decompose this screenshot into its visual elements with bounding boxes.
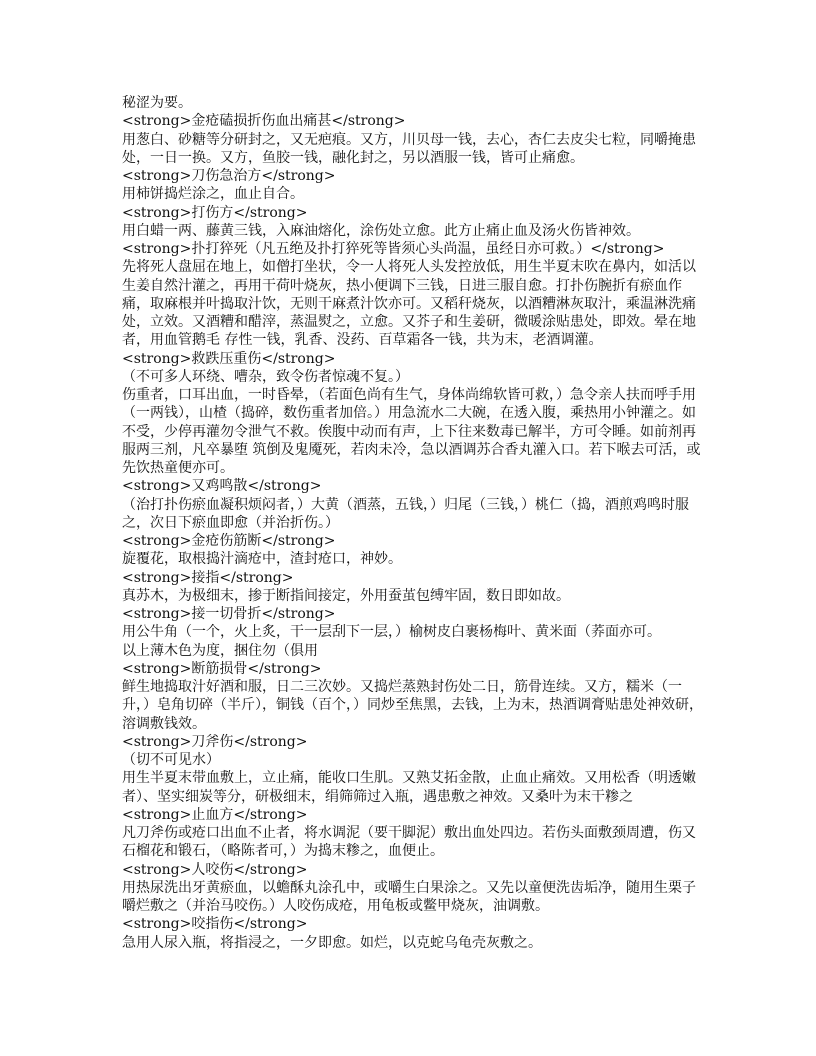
paragraph: 真苏木，为极细末，掺于断指间接定，外用蚕茧包缚牢固，数日即如故。 — [122, 587, 570, 604]
section-heading: <strong>打伤方</strong> — [122, 204, 308, 221]
paragraph: 旋覆花，取根捣汁滴疮中，渣封疮口，神妙。 — [122, 551, 402, 568]
paragraph: 用葱白、砂糖等分研封之，又无疤痕。又方，川贝母一钱，去心，杏仁去皮尖七粒，同嚼掩患处，一日一换。又方，鱼胶一钱，融化封之，另以酒服一钱，皆可止痛愈。 — [122, 131, 696, 166]
section-heading: <strong>又鸡鸣散</strong> — [122, 478, 322, 495]
paragraph: 用白蜡一两、藤黄三钱，入麻油熔化，涂伤处立愈。此方止痛止血及汤火伤皆神效。 — [122, 222, 640, 239]
paragraph: 鲜生地捣取汁好酒和服，日二三次妙。又捣烂蒸熟封伤处二日，筋骨连续。又方，糯米（一升，）皂角切碎（半斤），铜钱（百个，）同炒至焦黑，去钱，上为末，热酒调膏贴患处神效研，溶调敷钱效。 — [122, 679, 703, 732]
paragraph: 用柿饼捣烂涂之，血止自合。 — [122, 186, 304, 203]
section-heading: <strong>接一切骨折</strong> — [122, 606, 336, 622]
paragraph: （切不可见水） — [122, 752, 220, 768]
paragraph: 先将死人盘屈在地上，如僧打坐状，令一人将死人头发控放低，用生半夏末吹在鼻内，如活以生姜自然汁灌之，再用干荷叶烧灰，热小便调下三钱，日进三服自愈。打扑伤腕折有瘀血作痛，取麻根并叶捣取汁饮，无则干麻煮汁饮亦可。又稻秆烧灰，以酒糟淋灰取汁，乘温淋洗痛处，立效。又酒糟和醋滓，蒸温熨之，立愈。又芥子和生姜研，微暖涂贴患处，即效。晕在地者，用血管鹅毛 存性一钱，乳香、没药、百草霜各一钱，共为末，老酒调灌。 — [122, 259, 696, 349]
section-heading: <strong>人咬伤</strong> — [122, 861, 308, 878]
section-heading: <strong>咬指伤</strong> — [122, 916, 308, 933]
section-heading: <strong>扑打猝死（凡五绝及扑打猝死等皆须心头尚温，虽经日亦可救。）</strong> — [122, 241, 665, 257]
paragraph: 急用人尿入瓶，将指浸之，一夕即愈。如烂，以克蛇乌龟壳灰敷之。 — [122, 934, 542, 951]
section-heading: <strong>刀斧伤</strong> — [122, 733, 308, 750]
section-heading: <strong>刀伤急治方</strong> — [122, 168, 336, 184]
section-heading: <strong>金疮伤筋断</strong> — [122, 533, 336, 549]
paragraph: （不可多人环绕、嘈杂，致令伤者惊魂不复。） — [122, 368, 409, 385]
paragraph: 凡刀斧伤或疮口出血不止者，将水调泥（要干脚泥）敷出血处四边。若伤头面敷颈周遭，伤又石榴花和锻石，（略陈者可，）为捣末糁之，血便止。 — [122, 825, 696, 860]
paragraph: （治打扑伤瘀血凝积烦闷者，）大黄（酒蒸，五钱，）归尾（三钱，）桃仁（捣，酒煎鸡鸣时服之，次日下瘀血即愈（并治折伤。） — [122, 496, 689, 531]
paragraph: 用公牛角（一个，火上炙，干一层刮下一层，）榆树皮白裹杨梅叶、黄米面（荞面亦可。 — [122, 624, 661, 641]
paragraph: 用热尿洗出牙黄瘀血，以蟾酥丸涂孔中，或嚼生白果涂之。又先以童便洗齿垢净，随用生栗子嚼烂敷之（并治马咬伤。）人咬伤成疮，用龟板或鳖甲烧灰，油调敷。 — [122, 879, 696, 914]
paragraph: 秘涩为要。 — [122, 95, 192, 111]
document-page — [122, 94, 704, 952]
section-heading: <strong>接指</strong> — [122, 569, 294, 586]
section-heading: <strong>金疮磕损折伤血出痛甚</strong> — [122, 113, 406, 130]
paragraph: 伤重者，口耳出血，一时昏晕，（若面色尚有生气，身体尚绵软皆可救，）急令亲人扶而呼手用（一两钱），山楂（捣碎，数伤重者加倍。）用急流水二大碗，在透入腹，乘热用小钟灌之。如不受，少停再灌勿令泄气不救。俟腹中动而有声，上下往来数毒已解半，方可令睡。如前剂再服两三剂，凡卒暴堕 筑倒及鬼魇死，若肉未冷，急以酒调苏合香丸灌入口。若下喉去可活，或先饮热童便亦可。 — [122, 387, 701, 476]
paragraph: 以上薄木色为度，捆住勿（俱用 — [122, 642, 318, 659]
section-heading: <strong>断筋损骨</strong> — [122, 660, 322, 677]
section-heading: <strong>救跌压重伤</strong> — [122, 350, 336, 367]
section-heading: <strong>止血方</strong> — [122, 806, 308, 823]
paragraph: 用生半夏末带血敷上，立止痛，能收口生肌。又熟艾拓金散，止血止痛效。又用松香（明透嫩者）、坚实细炭等分，研极细末，绢筛筛过入瓶，遇患敷之神效。又桑叶为末干糁之 — [122, 770, 696, 805]
